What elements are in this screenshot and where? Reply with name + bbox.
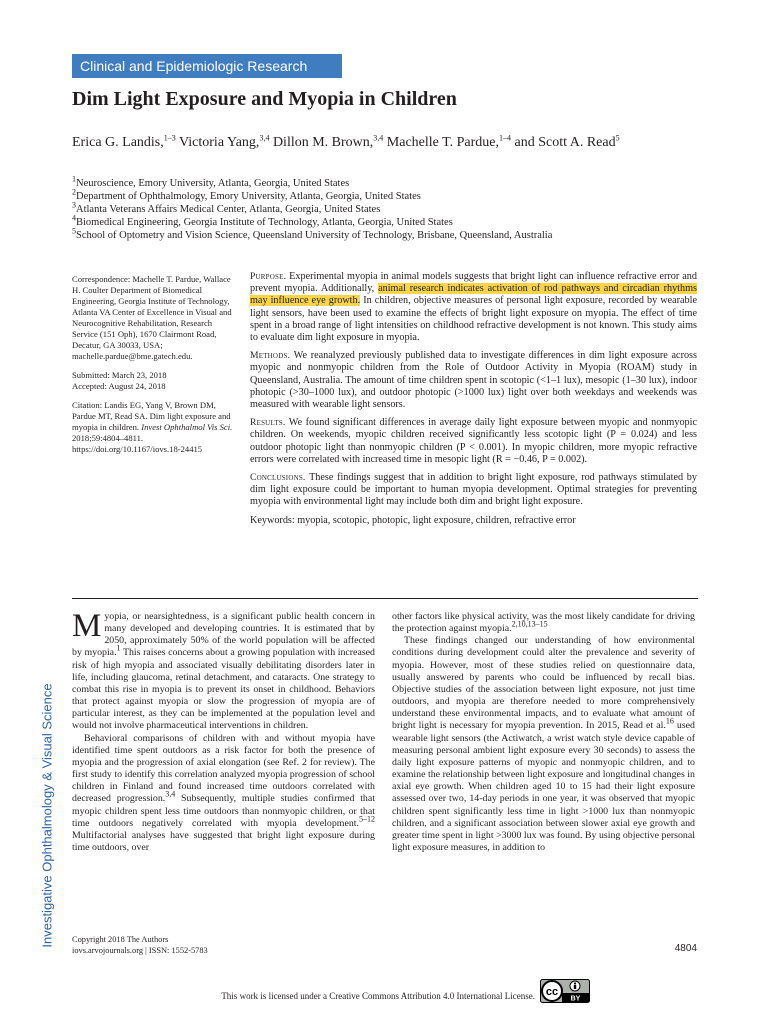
citation-ref: 2,10,13–15: [511, 619, 548, 629]
accepted-date: Accepted: August 24, 2018: [72, 381, 166, 391]
author-affiliation-mark: 1–4: [499, 133, 511, 143]
correspondence-note: Correspondence: Machelle T. Pardue, Wallace H. Coulter Department of Biomedical Engineering, Georgia Institute of Technology, Atlanta VA Center of Excellence in Visual and Neurocognitive Rehabilitation, Research Service (151 Oph), 1670 Clairmont Road, Decatur, GA 30033, USA; machelle.pardue@bme.gatech.edu.: [72, 274, 232, 361]
citation-ref: 5–12: [359, 814, 375, 824]
body-paragraph: [392, 611, 695, 635]
body-text: Multifactorial analyses have suggested that bright light exposure during time outdoors, over: [72, 829, 375, 853]
license-text: This work is licensed under a Creative Commons Attribution 4.0 International License.: [221, 991, 535, 1001]
body-paragraph: [72, 733, 375, 855]
affiliation-number: 4: [72, 213, 76, 223]
body-text: Subsequently, multiple studies confirmed that myopic children spent less time outdoors than nonmyopic children, or that time outdoors negatively correlated with myopia development.: [72, 793, 375, 829]
body-paragraph: [392, 635, 695, 854]
abstract-methods: [250, 350, 697, 411]
citation-text: Citation: Landis EG, Yang V, Brown DM, Pardue MT, Read SA. Dim light exposure and myopia in children.: [72, 400, 231, 432]
author-affiliation-mark: 1–3: [163, 133, 176, 143]
citation-ref: 3,4: [165, 790, 176, 800]
body-text: These findings changed our understanding of how environmental conditions during development could alter the prevalence and severity of myopia. However, most of these studies relied on questionnaire data, usually answered by parents who could be influenced by recall bias. Objective studies of the association between light exposure, not just time outdoors, and myopia are therefore needed to more comprehensively understand these environmental impacts, and to evaluate what amount of bright light is necessary for myopia prevention. In 2015, Read et al.: [392, 635, 695, 732]
body-text: other factors like physical activity, was the most likely candidate for driving the protection against myopia.: [392, 611, 695, 635]
citation-note: [72, 400, 237, 455]
body-column-left: [72, 608, 375, 854]
affiliation-number: 5: [72, 226, 76, 236]
author-name: Dillon M. Brown,: [272, 135, 374, 150]
abstract-conclusions-text: These findings suggest that in addition to bright light exposure, rod pathways stimulated by dim light exposure could be important to human myopia development. Optimal strategies for preventing myopia with environmental light may include both dim and bright light exposure.: [250, 472, 697, 508]
section-banner: Clinical and Epidemiologic Research: [72, 54, 342, 78]
citation-ref: 16: [665, 717, 674, 727]
drop-cap: M: [72, 608, 102, 644]
affiliation-number: 1: [72, 174, 76, 184]
affiliation-text: Neuroscience, Emory University, Atlanta, Georgia, United States: [76, 178, 350, 189]
abstract-purpose-label: Purpose.: [250, 271, 287, 282]
article-title: Dim Light Exposure and Myopia in Children: [72, 88, 457, 110]
author-name: Erica G. Landis,: [72, 135, 164, 150]
affiliation-item: [72, 226, 712, 242]
author-list: [72, 133, 692, 152]
abstract-conclusions: [250, 472, 697, 509]
affiliation-text: School of Optometry and Vision Science, Queensland University of Technology, Brisbane, Queensland, Australia: [76, 230, 553, 241]
highlighted-text: animal research indicates activation of rod pathways and circadian rhythms may influence eye growth.: [250, 283, 697, 307]
copyright-text: Copyright 2018 The Authors: [72, 935, 169, 944]
body-paragraph: [72, 608, 375, 733]
footer-copyright: [72, 935, 372, 956]
affiliation-item: [72, 187, 712, 203]
abstract-purpose-text: In children, objective measures of personal light exposure, recorded by wearable light sensors, have been used to examine the effects of bright light exposure on myopia. The effect of time spent in a broad range of light intensities on childhood refractive development is not known. This study aims to evaluate dim light exposure in myopia.: [250, 295, 697, 344]
affiliation-list: [72, 174, 712, 242]
affiliation-text: Department of Ophthalmology, Emory University, Atlanta, Georgia, United States: [76, 191, 421, 202]
abstract-results-label: Results.: [250, 417, 286, 429]
body-text: used wearable light sensors (the Actiwatch, a wrist watch style device capable of measuring personal ambient light exposure every 30 seconds) to assess the daily light exposure patterns of myopic and nonmyopic children, and to examine the relationship between light exposure and longitudinal changes in axial eye growth. When children aged 10 to 15 had their light exposure assessed over two, 14-day periods in one year, it was observed that myopic children spent significantly less time in light >1000 lux than nonmyopic children, and a significant association between slower axial eye growth and greater time spent in light >3000 lux was found. By using objective personal light exposure measures, in addition to: [392, 720, 695, 853]
abstract-results-text: We found significant differences in average daily light exposure between myopic and nonmyopic children. On weekends, myopic children received significantly less scotopic light (P = 0.024) and less outdoor photopic light than nonmyopic children (P < 0.001). In myopic children, more myopic refractive errors were correlated with increased time in mesopic light (R = −0.46, P = 0.002).: [250, 417, 697, 465]
citation-journal: Invest Ophthalmol Vis Sci.: [141, 422, 233, 432]
abstract: [250, 271, 697, 533]
author-name: and Scott A. Read: [514, 135, 616, 150]
affiliation-text: Atlanta Veterans Affairs Medical Center, Atlanta, Georgia, United States: [76, 204, 381, 215]
abstract-purpose-text: Experimental myopia in animal models suggests that bright light can influence refractive error and prevent myopia. Additionally,: [250, 271, 697, 295]
article-metadata: [72, 274, 237, 463]
keywords: Keywords: myopia, scotopic, photopic, light exposure, children, refractive error: [250, 514, 576, 526]
body-column-right: [392, 611, 695, 854]
abstract-conclusions-label: Conclusions.: [250, 472, 306, 484]
by-mark: BY: [570, 995, 581, 1003]
affiliation-number: 3: [72, 200, 76, 210]
submitted-date: Submitted: March 23, 2018: [72, 370, 167, 380]
citation-doi-link[interactable]: 2018;59:4804–4811. https://doi.org/10.1167/iovs.18-24415: [72, 433, 203, 454]
journal-name: Investigative Ophthalmology & Visual Science: [39, 683, 55, 948]
author-affiliation-mark: 5: [615, 133, 620, 143]
author-name: Victoria Yang,: [179, 135, 260, 150]
cc-mark: cc: [545, 986, 559, 998]
affiliation-item: [72, 213, 712, 229]
abstract-methods-text: We reanalyzed previously published data to investigate differences in dim light exposure across myopic and nonmyopic children from the Role of Outdoor Activity in Myopia (ROAM) study in Queensland, Australia. The amount of time children spent in scotopic (<1–1 lux), mesopic (1–30 lux), indoor photopic (>30–1000 lux), and outdoor photopic (>1000 lux) light over both weekdays and weekends was measured with wearable light sensors.: [250, 350, 697, 411]
author-affiliation-mark: 3,4: [373, 133, 384, 143]
body-text: yopia, or nearsightedness, is a significant public health concern in many developed and developing countries. It is estimated that by 2050, approximately 50% of the world population will be affected by myopia.: [72, 611, 375, 659]
body-text: This raises concerns about a growing population with increased risk of high myopia and associated visually debilitating disorders later in life, including glaucoma, retinal detachment, and cataracts. One strategy to combat this rise in myopia is to prevent its onset in childhood. Behaviors that protect against myopia or slow the progression of myopia are of particular interest, as they can be implemented at the population level and would not involve pharmaceutical interventions in children.: [72, 647, 375, 732]
affiliation-item: [72, 174, 712, 190]
author-name: Machelle T. Pardue,: [386, 135, 499, 150]
page-number: 4804: [674, 943, 697, 954]
abstract-purpose: [250, 271, 697, 344]
creative-commons-by-icon[interactable]: [540, 979, 590, 1003]
section-divider: [72, 598, 698, 599]
affiliation-number: 2: [72, 187, 76, 197]
author-affiliation-mark: 3,4: [259, 133, 270, 143]
body-text: Behavioral comparisons of children with and without myopia have identified time spent outdoors as a risk factor for both the presence of myopia and the progression of axial elongation (see Ref. 2 for review). The first study to identify this correlation analyzed myopia progression of school children in Finland and found increased time outdoors correlated with decreased progression.: [72, 732, 375, 805]
abstract-results: [250, 417, 697, 466]
affiliation-text: Biomedical Engineering, Georgia Institute of Technology, Atlanta, Georgia, United States: [76, 217, 453, 228]
affiliation-item: [72, 200, 712, 216]
citation-ref: 1: [116, 644, 121, 654]
journal-issn[interactable]: iovs.arvojournals.org | ISSN: 1552-5783: [72, 945, 208, 955]
abstract-methods-label: Methods.: [250, 350, 291, 362]
